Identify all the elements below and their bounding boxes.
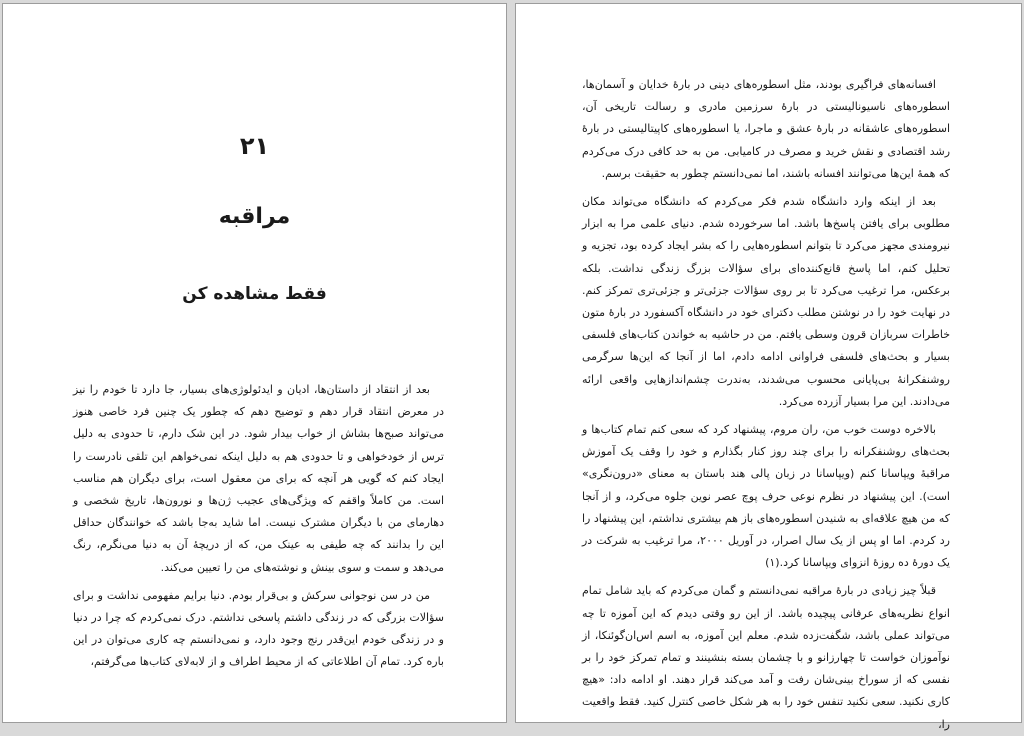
left-page-body [73, 379, 444, 674]
paragraph: بعد از اینکه وارد دانشگاه شدم فکر می‌کردم که دانشگاه می‌تواند مکان مطلوبی برای یافتن پاسخ‌ها باشد. اما سرخورده شدم. دنیای علمی مرا به ابزار نیرومندی مجهز می‌کرد تا بتوانم اسطوره‌هایی را که بشر ایجاد کرده بود، تجزیه و تحلیل کنم، اما پاسخ قانع‌کننده‌ای برای سؤالات بزرگ زندگی نداشت. بلکه برعکس، مرا ترغیب می‌کرد تا بر روی سؤالات جزئی‌تر و جزئی‌تری تمرکز کنم. در نهایت خود را در نوشتن مطلب دکترای خود در دانشگاه آکسفورد در بارهٔ متون خاطرات سربازان قرون وسطی یافتم. من در حاشیه به خواندن کتاب‌های فلسفی بسیار و بحث‌های فلسفی فراوانی ادامه دادم، اما از آنجا که این‌ها سرگرمی روشنفکرانهٔ بی‌پایانی محسوب می‌شدند، به‌ندرت چشم‌اندازهایی واقعی ارائه می‌دادند. این مرا بسیار آزرده می‌کرد. [582, 195, 950, 408]
paragraph: افسانه‌های فراگیری بودند، مثل اسطوره‌های دینی در بارهٔ خدایان و آسمان‌ها، اسطوره‌های ناسیونالیستی در بارهٔ سرزمین مادری و رسالت تاریخی آن، اسطوره‌های عاشقانه در بارهٔ عشق و ماجرا، یا اسطوره‌های کاپیتالیستی در بارهٔ رشد اقتصادی و نقش خرید و مصرف در کامیابی. من به حد کافی درک می‌کردم که همهٔ این‌ها می‌توانند افسانه باشند، اما نمی‌دانستم چطور به حقیقت برسم. [582, 78, 950, 180]
paragraph: بالاخره دوست خوب من، ران مروم، پیشنهاد کرد که سعی کنم تمام کتاب‌ها و بحث‌های روشنفکرانه را برای چند روز کنار بگذارم و خود را وقف یک آموزش مراقبهٔ ویپاسانا کنم (ویپاسانا در زبان پالی هند باستان به معنای «درون‌نگری» است). این پیشنهاد در نظرم نوعی حرف پوچ عصر نوین جلوه می‌کرد، و از آنجا که من هیچ علاقه‌ای به شنیدن اسطوره‌های باز هم بیشتری نداشتم، این پیشنهاد را رد کردم. اما او پس از یک سال اصرار، در آوریل ۲۰۰۰، مرا ترغیب به شرکت در یک دورهٔ ده روزهٔ انزوای ویپاسانا کرد.(۱) [582, 423, 950, 570]
paragraph: من در سن نوجوانی سرکش و بی‌قرار بودم. دنیا برایم مفهومی نداشت و برای سؤالات بزرگی که در زندگی داشتم پاسخی نداشتم. درک نمی‌کردم که چرا در دنیا و در زندگی خودم این‌قدر رنج وجود دارد، و نمی‌دانستم چه کاری می‌توان در این باره کرد. تمام آن اطلاعاتی که از محیط اطراف و از لابه‌لای کتاب‌ها می‌گرفتم، [73, 588, 444, 669]
left-page [2, 3, 507, 723]
chapter-title: مراقبه [218, 204, 291, 229]
paragraph: بعد از انتقاد از داستان‌ها، ادیان و ایدئولوژی‌های بسیار، جا دارد تا خودم را نیز در معرض انتقاد قرار دهم و توضیح دهم که چطور یک چنین فرد خاصی هنوز می‌تواند صبح‌ها بشاش از خواب بیدار شود. در این شک دارم، تا حدودی به دلیل ترس از خودخواهی و تا حدودی هم به دلیل اینکه نمی‌خواهم این تلقی نادرست را ایجاد کنم که گویی هر آنچه که برای من معقول است، برای دیگران هم مناسب است. من کاملاً واقفم که ویژگی‌های عجیب ژن‌ها و نورون‌ها، تاریخ شخصی و دهارمای من با دیگران مشترک نیست. اما شاید به‌جا باشد که خوانندگان حداقل این را بدانند که چه طیفی به عینک من، که از دریچهٔ آن به دنیا می‌نگرم، رنگ می‌دهد و سمت و سوی بینش و نوشته‌های من را تعیین می‌کند. [73, 383, 444, 574]
right-page [515, 3, 1022, 731]
chapter-number: ۲۱ [239, 132, 270, 160]
chapter-subtitle: فقط مشاهده کن [182, 284, 327, 304]
paragraph: قبلاً چیز زیادی در بارهٔ مراقبه نمی‌دانستم و گمان می‌کردم که باید شامل تمام انواع نظریه‌های عرفانی پیچیده باشد. از این رو وقتی دیدم که این آموزه تا چه می‌تواند عملی باشد، شگفت‌زده شدم. معلم این آموزه، به اسم اس‌ان‌گوئنکا، از نوآموزان خواست تا چهارزانو و با چشمان بسته بنشینند و تمام تمرکز خود را بر نفسی که از سوراخ بینی‌شان رفت و آمد می‌کند قرار دهند. او ادامه داد: «هیچ کاری نکنید. سعی نکنید تنفس خود را به هر شکل خاصی کنترل کنید. فقط واقعیت را، [582, 584, 950, 731]
right-page-body [582, 74, 950, 736]
